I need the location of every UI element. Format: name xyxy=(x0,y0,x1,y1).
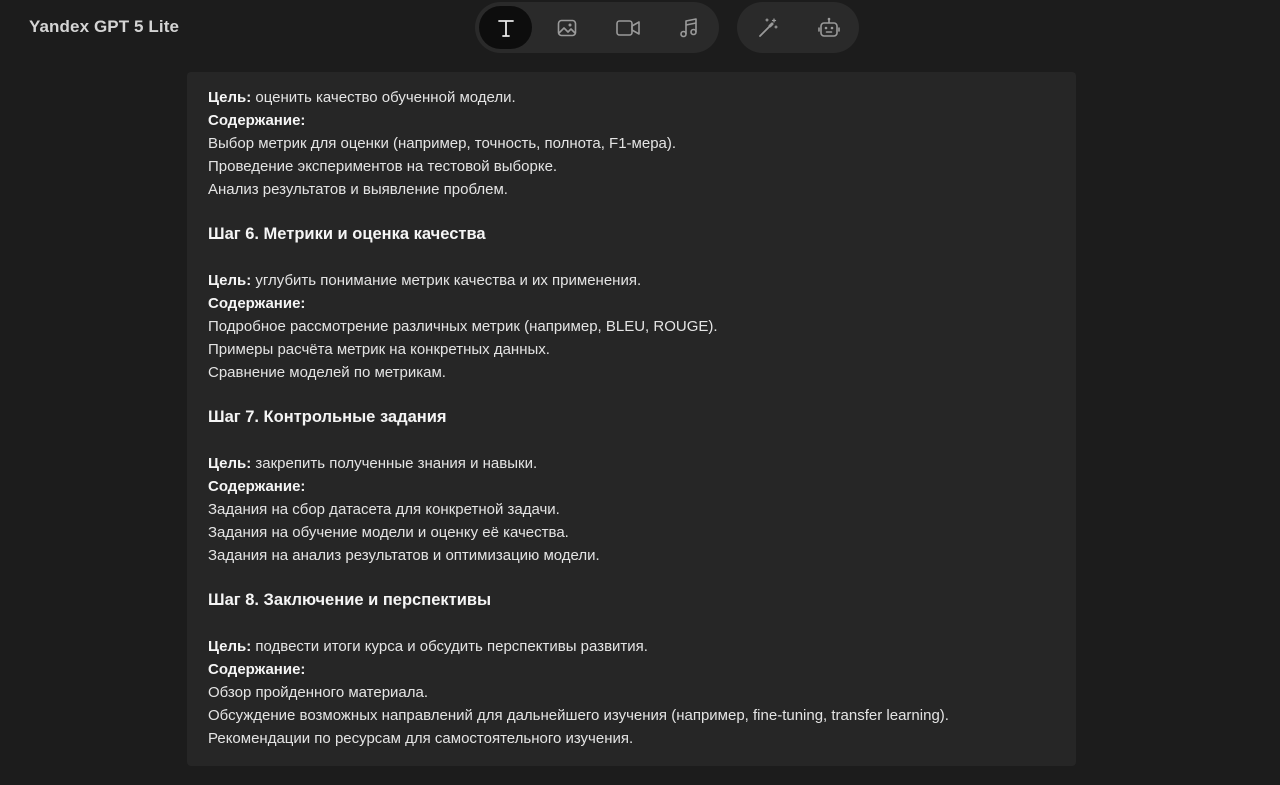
intro-content-label: Содержание: xyxy=(208,112,306,129)
intro-item: Проведение экспериментов на тестовой выборке. xyxy=(208,158,558,175)
magic-wand-button[interactable] xyxy=(741,6,794,49)
text-mode-button[interactable] xyxy=(479,6,532,49)
step-8-item: Рекомендации по ресурсам для самостоятельного изучения. xyxy=(208,730,634,747)
step-7-heading: Шаг 7. Контрольные задания xyxy=(208,408,447,426)
step-7-goal: Цель: закрепить полученные знания и навыки. xyxy=(208,455,538,472)
mode-toolbar xyxy=(475,2,859,53)
text-icon xyxy=(495,17,517,39)
intro-goal: Цель: оценить качество обученной модели. xyxy=(208,89,516,106)
step-7-item: Задания на анализ результатов и оптимизацию модели. xyxy=(208,547,600,564)
step-7-item: Задания на сбор датасета для конкретной задачи. xyxy=(208,501,560,518)
goal-label: Цель: xyxy=(208,89,252,106)
image-icon xyxy=(556,17,578,39)
tools-group xyxy=(737,2,859,53)
step-8-goal: Цель: подвести итоги курса и обсудить перспективы развития. xyxy=(208,638,648,655)
step-8-heading: Шаг 8. Заключение и перспективы xyxy=(208,591,492,609)
robot-button[interactable] xyxy=(802,6,855,49)
image-mode-button[interactable] xyxy=(540,6,593,49)
intro-item: Анализ результатов и выявление проблем. xyxy=(208,181,508,198)
intro-item: Выбор метрик для оценки (например, точность, полнота, F1-мера). xyxy=(208,135,677,152)
step-6-item: Примеры расчёта метрик на конкретных данных. xyxy=(208,341,550,358)
step-7-content-label: Содержание: xyxy=(208,478,306,495)
robot-icon xyxy=(817,16,841,40)
music-icon xyxy=(678,17,700,39)
step-6-item: Подробное рассмотрение различных метрик (например, BLEU, ROUGE). xyxy=(208,318,718,335)
video-icon xyxy=(615,17,641,39)
generation-mode-group xyxy=(475,2,719,53)
response-content xyxy=(187,72,1076,766)
step-6-content-label: Содержание: xyxy=(208,295,306,312)
video-mode-button[interactable] xyxy=(601,6,654,49)
step-8-item: Обзор пройденного материала. xyxy=(208,684,429,701)
step-6-goal: Цель: углубить понимание метрик качества и их применения. xyxy=(208,272,642,289)
step-6-heading: Шаг 6. Метрики и оценка качества xyxy=(208,225,486,243)
step-8-content-label: Содержание: xyxy=(208,661,306,678)
step-8-item: Обсуждение возможных направлений для дальнейшего изучения (например, fine-tuning, transfer learning). xyxy=(208,707,949,724)
magic-wand-icon xyxy=(757,17,779,39)
music-mode-button[interactable] xyxy=(662,6,715,49)
step-7-item: Задания на обучение модели и оценку её качества. xyxy=(208,524,569,541)
app-title: Yandex GPT 5 Lite xyxy=(29,17,180,36)
step-6-item: Сравнение моделей по метрикам. xyxy=(208,364,446,381)
